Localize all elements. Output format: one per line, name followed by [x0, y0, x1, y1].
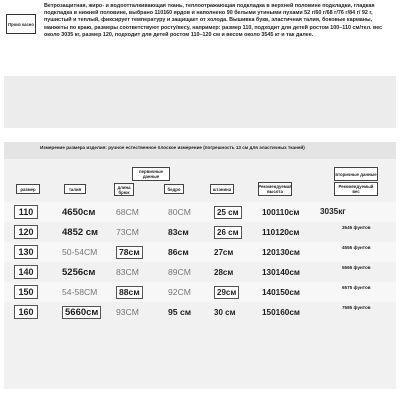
- size-cell: 120: [14, 225, 38, 239]
- size-cell: 140: [14, 265, 38, 279]
- header-weight: Рекомендуемый вес: [334, 182, 378, 196]
- height-cell: 120130см: [262, 247, 300, 257]
- hip-cell: 89CM: [168, 267, 191, 277]
- size-cell: 150: [14, 285, 38, 299]
- waist-cell: 4650см: [62, 206, 96, 218]
- secondary-data-header: вторичные данные: [334, 167, 378, 181]
- size-cell: 130: [14, 245, 38, 259]
- measurement-note: Измерение размера изделия: ручное естественное плоское измерение (погрешность 13 см для эластичных тканей): [40, 145, 305, 150]
- table-row: [4, 222, 396, 242]
- weight-cell: 5565 фунтов: [342, 265, 371, 270]
- waist-cell: 5660см: [62, 306, 101, 319]
- table-row: [4, 282, 396, 302]
- hip-cell: 86см: [168, 247, 189, 257]
- height-cell: 100110см: [262, 207, 300, 217]
- hip-cell: 83см: [168, 227, 189, 237]
- header-waist: талия: [64, 184, 86, 194]
- hip-cell: 92CM: [168, 287, 191, 297]
- table-row: [4, 262, 396, 282]
- leg-cell: 28см: [214, 267, 234, 277]
- table-row: [4, 302, 396, 322]
- waist-cell: 4852 см: [62, 226, 99, 238]
- description-text: Ветрозащитная, жиро- и водоотталкивающая ткань, теплоотражающая подкладка в верхней половине подкладки, гладкая подкладка в нижней половине, выбрано 110160 ярдов и наполнено 90 белыми утиными пухами 52 г/60 г/68 г/76 г/84 г/ 92 г, пушистый и теплый, фиксирует температуру и защищает от холода. Вышивка букв, эластичная талия, боковые карманы, манжеты по краю, размеры соответствуют росту/весу, например: размер 110, подходит для детей ростом 100–110 см/тел. вес около 3035 кг, размер 120, подходит для детей ростом 110–120 см и весом около 3545 кг и так далее.: [44, 3, 383, 38]
- hip-cell: 80CM: [168, 207, 191, 217]
- leg-cell: 29см: [214, 286, 239, 299]
- size-cell: 110: [14, 205, 38, 219]
- hip-cell: 95 см: [168, 307, 192, 317]
- weight-cell: 4555 фунтов: [342, 245, 371, 250]
- length-cell: 68CM: [116, 207, 139, 217]
- waist-cell: 5256см: [62, 266, 96, 278]
- table-row: [4, 202, 396, 222]
- length-cell: 73CM: [116, 227, 139, 237]
- height-cell: 150160см: [262, 307, 300, 317]
- leg-cell: 30 см: [214, 307, 236, 317]
- length-cell: 88см: [116, 286, 143, 299]
- length-cell: 78см: [116, 246, 143, 259]
- waist-cell: 50-54CM: [62, 247, 98, 257]
- height-cell: 130140см: [262, 267, 300, 277]
- description-panel: [4, 76, 396, 128]
- primary-data-header: первичные данные: [132, 167, 170, 181]
- weight-cell: 3035кг: [320, 207, 346, 216]
- description-tag: Произ касно: [6, 14, 36, 34]
- height-cell: 140150см: [262, 287, 300, 297]
- weight-cell: 6575 фунтов: [342, 285, 371, 290]
- weight-cell: 7585 фунтов: [342, 305, 371, 310]
- height-cell: 110120см: [262, 227, 300, 237]
- leg-cell: 27см: [214, 247, 234, 257]
- header-length: длина брюк: [114, 183, 134, 196]
- header-size: размер: [16, 184, 40, 194]
- header-height: Рекомендуемая высота: [258, 184, 292, 194]
- header-hip: бедро: [164, 184, 184, 194]
- header-leg: штанина: [210, 184, 234, 194]
- leg-cell: 25 см: [214, 206, 242, 219]
- size-cell: 160: [14, 305, 38, 319]
- length-cell: 93CM: [116, 307, 139, 317]
- leg-cell: 26 см: [214, 226, 242, 239]
- table-row: [4, 242, 396, 262]
- waist-cell: 54-58CM: [62, 287, 98, 297]
- length-cell: 83CM: [116, 267, 139, 277]
- weight-cell: 3545 фунтов: [342, 225, 371, 230]
